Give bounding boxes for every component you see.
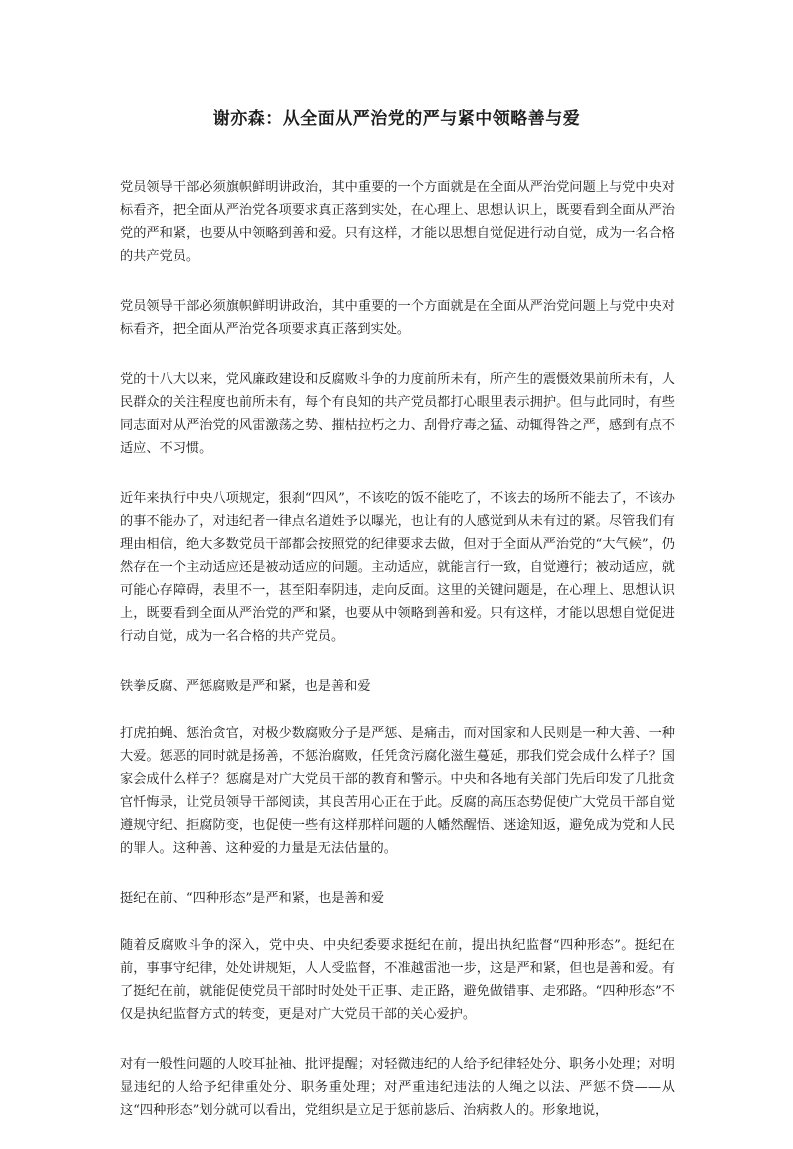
paragraph-eight-rules: 近年来执行中央八项规定，狠刹“四风”，不该吃的饭不能吃了，不该去的场所不能去了，不该办的事不能办了，对违纪者一律点名道姓予以曝光，也让有的人感觉到从未有过的紧。尽管我们有理由相信，绝大多数党员干部都会按照党的纪律要求去做，但对于全面从严治党的“大气候”，仍然存在一个主动适应还是被动适应的问题。主动适应，就能言行一致，自觉遵行；被动适应，就可能心存障碍，表里不一，甚至阳奉阴违，走向反面。这里的关键问题是，在心理上、思想认识上，既要看到全面从严治党的严和紧，也要从中领略到善和爱。只有这样，才能以思想自觉促进行动自觉，成为一名合格的共产党员。 [120,491,675,644]
article-body [120,176,675,1149]
paragraph-summary: 党员领导干部必须旗帜鲜明讲政治，其中重要的一个方面就是在全面从严治党问题上与党中央对标看齐，把全面从严治党各项要求真正落到实处。 [120,299,675,337]
paragraph-four-forms-detail: 对有一般性问题的人咬耳扯袖、批评提醒；对轻微违纪的人给予纪律轻处分、职务小处理；对明显违纪的人给予纪律重处分、职务重处理；对严重违纪违法的人绳之以法、严惩不贷——从这“四种形态”划分就可以看出，党组织是立足于惩前毖后、治病救人的。形象地说， [120,1057,675,1118]
page-title: 谢亦森：从全面从严治党的严与紧中领略善与爱 [212,109,581,129]
paragraph-anti-corruption: 打虎拍蝇、惩治贪官，对极少数腐败分子是严惩、是痛击，而对国家和人民则是一种大善、一种大爱。惩恶的同时就是扬善，不惩治腐败，任凭贪污腐化滋生蔓延，那我们党会成什么样子？国家会成什么样子？惩腐是对广大党员干部的教育和警示。中央和各地有关部门先后印发了几批贪官忏悔录，让党员领导干部阅读，其良苦用心正在于此。反腐的高压态势促使广大党员干部自觉遵规守纪、拒腐防变，也促使一些有这样那样问题的人幡然醒悟、迷途知返，避免成为党和人民的罪人。这种善、这种爱的力量是无法估量的。 [120,726,675,856]
section-heading-anti-corruption: 铁拳反腐、严惩腐败是严和紧，也是善和爱 [120,679,371,694]
section-heading-four-forms: 挺纪在前、“四种形态”是严和紧，也是善和爱 [120,891,385,906]
paragraph-four-forms: 随着反腐败斗争的深入，党中央、中央纪委要求挺纪在前，提出执纪监督“四种形态”。挺纪在前，事事守纪律，处处讲规矩，人人受监督，不准越雷池一步，这是严和紧，但也是善和爱。有了挺纪在前，就能促使党员干部时时处处干正事、走正路，避免做错事、走邪路。“四种形态”不仅是执纪监督方式的转变，更是对广大党员干部的关心爱护。 [120,938,675,1022]
paragraph-background: 党的十八大以来，党风廉政建设和反腐败斗争的力度前所未有，所产生的震慑效果前所未有，人民群众的关注程度也前所未有，每个有良知的共产党员都打心眼里表示拥护。但与此同时，有些同志面对从严治党的风雷激荡之势、摧枯拉朽之力、刮骨疗毒之猛、动辄得咎之严，感到有点不适应、不习惯。 [120,372,675,456]
paragraph-intro: 党员领导干部必须旗帜鲜明讲政治，其中重要的一个方面就是在全面从严治党问题上与党中央对标看齐，把全面从严治党各项要求真正落到实处，在心理上、思想认识上，既要看到全面从严治党的严和紧，也要从中领略到善和爱。只有这样，才能以思想自觉促进行动自觉，成为一名合格的共产党员。 [120,180,675,264]
